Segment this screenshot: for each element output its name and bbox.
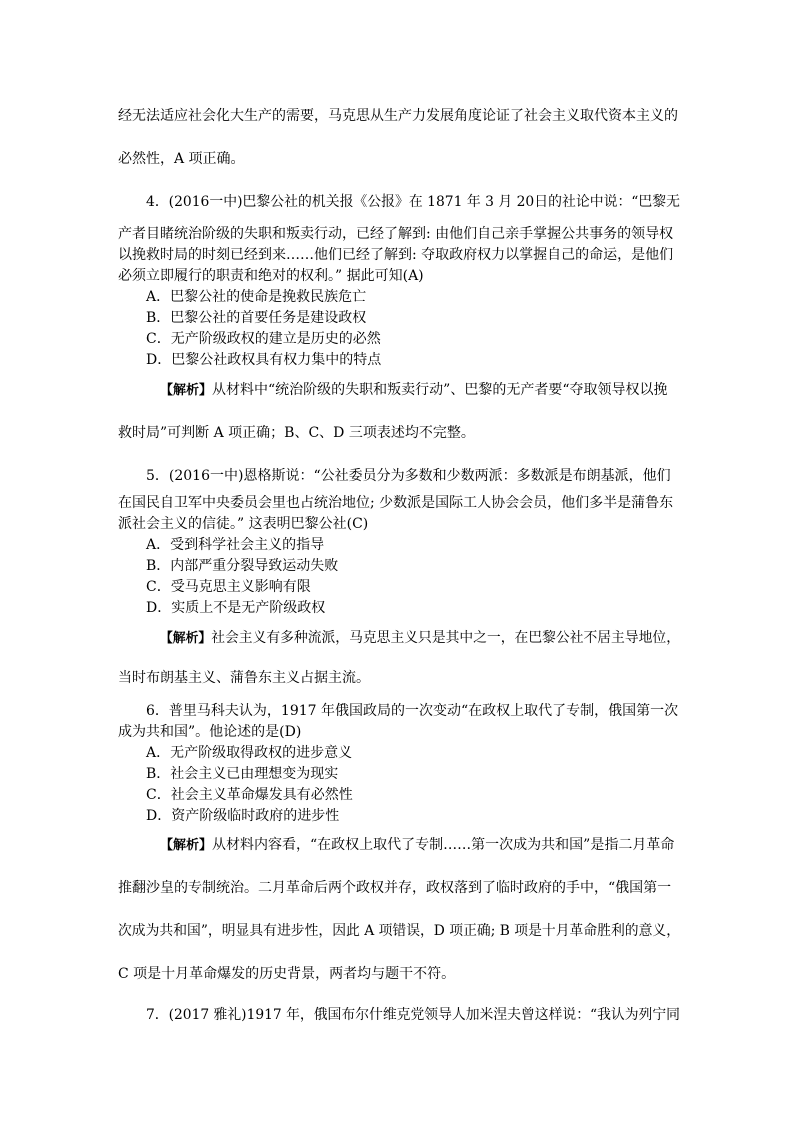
q5-stem-line: 在国民自卫军中央委员会里也占统治地位; 少数派是国际工人协会会员，他们多半是蒲鲁东	[118, 495, 674, 511]
q6-option-b: B．社会主义已由理想变为现实	[146, 766, 339, 782]
analysis-tag: 【解析】	[160, 838, 213, 853]
q5-stem-line: 派社会主义的信徒。” 这表明巴黎公社(C)	[118, 516, 369, 532]
q6-option-a: A．无产阶级取得政权的进步意义	[146, 745, 353, 761]
q4-option-d: D．巴黎公社政权具有权力集中的特点	[146, 352, 382, 368]
q5-option-d: D．实质上不是无产阶级政权	[146, 600, 326, 616]
q4-option-b: B．巴黎公社的首要任务是建设政权	[146, 310, 367, 326]
q5-analysis-line	[160, 629, 680, 648]
q6-stem-line: 成为共和国”。他论述的是(D)	[118, 724, 302, 740]
q4-analysis-text: 从材料中“统治阶级的失职和叛卖行动”、巴黎的无产者要“夺取领导权以挽	[212, 382, 668, 398]
analysis-tag: 【解析】	[160, 383, 213, 398]
q4-analysis-line	[160, 381, 668, 400]
q6-analysis-line: 推翻沙皇的专制统治。二月革命后两个政权并存，政权落到了临时政府的手中，“俄国第一	[118, 880, 672, 896]
q5-stem-line: 5．(2016一中)恩格斯说：“公社委员分为多数和少数两派：多数派是布朗基派，他们	[146, 468, 671, 484]
q4-stem-line: 产者目睹统治阶级的失职和叛卖行动，已经了解到: 由他们自己亲手掌握公共事务的领导权	[118, 226, 674, 242]
q5-option-c: C．受马克思主义影响有限	[146, 579, 311, 595]
q4-stem-line: 4．(2016一中)巴黎公社的机关报《公报》在 1871 年 3 月 20日的社论中说：“巴黎无	[146, 194, 680, 210]
q4-option-a: A．巴黎公社的使命是挽救民族危亡	[146, 289, 367, 305]
q6-option-d: D．资产阶级临时政府的进步性	[146, 808, 340, 824]
q5-option-a: A．受到科学社会主义的指导	[146, 537, 325, 553]
q5-option-b: B．内部严重分裂导致运动失败	[146, 558, 339, 574]
q7-stem-line: 7．(2017 雅礼)1917 年，俄国布尔什维克党领导人加米涅夫曾这样说：“我认为列宁同	[146, 1007, 681, 1023]
q6-analysis-line	[160, 836, 674, 855]
q5-analysis-text: 社会主义有多种流派，马克思主义只是其中之一，在巴黎公社不居主导地位，	[211, 630, 680, 646]
q5-analysis-line: 当时布朗基主义、蒲鲁东主义占据主流。	[118, 670, 370, 686]
q6-option-c: C．社会主义革命爆发具有必然性	[146, 787, 353, 803]
q4-stem-line: 以挽救时局的时刻已经到来……他们已经了解到: 夺取政府权力以掌握自己的命运，是他们	[118, 247, 674, 263]
q6-analysis-line: C 项是十月革命爆发的历史背景，两者均与题干不符。	[118, 966, 456, 982]
analysis-tag: 【解析】	[160, 631, 212, 646]
q6-analysis-line: 次成为共和国”，明显具有进步性，因此 A 项错误，D 项正确; B 项是十月革命胜利的意义，	[118, 923, 681, 939]
q6-stem-line: 6．普里马科夫认为，1917 年俄国政局的一次变动“在政权上取代了专制，俄国第一次	[146, 703, 679, 719]
q4-stem-line: 必须立即履行的职责和绝对的权利。” 据此可知(A)	[118, 268, 424, 284]
intro-line-1: 经无法适应社会化大生产的需要，马克思从生产力发展角度论证了社会主义取代资本主义的	[118, 108, 678, 124]
q6-analysis-text: 从材料内容看，“在政权上取代了专制……第一次成为共和国”是指二月革命	[212, 837, 675, 853]
intro-line-2: 必然性，A 项正确。	[118, 151, 245, 167]
q4-option-c: C．无产阶级政权的建立是历史的必然	[146, 331, 381, 347]
q4-analysis-line: 救时局”可判断 A 项正确；B、C、D 三项表述均不完整。	[118, 425, 475, 441]
